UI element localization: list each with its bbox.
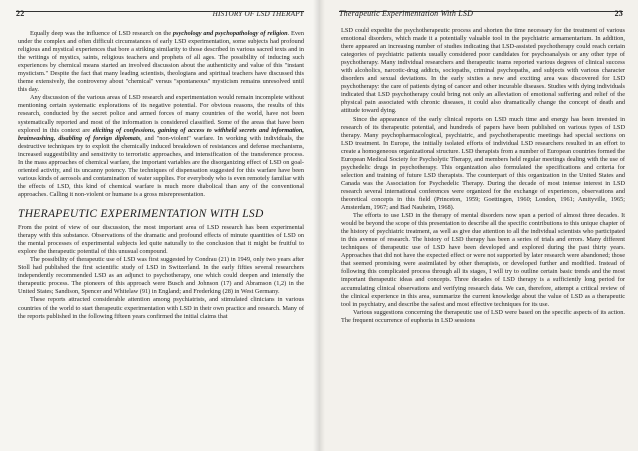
paragraph: Various suggestions concerning the therapeutic use of LSD were based on the specific aspects of its action. The frequent occurrence of euphoria in LSD sessions xyxy=(341,308,625,324)
paragraph-text: Equally deep was the influence of LSD research on the xyxy=(30,30,173,37)
section-heading: THERAPEUTIC EXPERIMENTATION WITH LSD xyxy=(18,207,264,220)
page-number: 23 xyxy=(614,9,623,18)
paragraph-text: . Even under the complex and often difficult circumstances of early LSD experimentation, some subjects had profound religious and mystical experiences that bore a striking similarity to those described in various sacred texts and in the writings of mystics, saints, religious teachers and prophets of all ages. The possibility of inducing such experiences by chemical means started an involved discussion about the authenticity and value of this "instant mysticism." Despite the fact that many leading scientists, theologians and spiritual teachers have discussed this theme extensively, the controversy about "chemical" versus "spontaneous" mysticism remains unresolved until this day. xyxy=(18,30,304,94)
page-number: 22 xyxy=(16,9,25,18)
paragraph xyxy=(18,30,304,94)
paragraph: LSD could expedite the psychotherapeutic process and shorten the time necessary for the treatment of various emotional disorders, which made it a potentially valuable tool in the psychiatric armamentarium. In addition, there appeared an increasing number of studies indicating that LSD-assisted psychotherapy could reach certain categories of psychiatric patients usually considered poor candidates for psychoanalysis or any other type of psychotherapy. Many individual researchers and therapeutic teams reported various degrees of clinical success with alcoholics, narcotic-drug addicts, sociopaths, criminal psychopaths, and subjects with various character disorders and sexual deviations. In the early sixties a new and exciting area was discovered for LSD psychotherapy: the care of patients dying of cancer and other incurable diseases. Studies with dying individuals indicated that LSD psychotherapy could bring not only an alleviation of emotional suffering and relief of the physical pain associated with chronic diseases, it could also dramatically change the concept of death and attitude toward dying. xyxy=(341,27,625,115)
running-head: HISTORY OF LSD THERAPY xyxy=(212,10,304,18)
paragraph-text: Any discussion of the various areas of LSD research and experimentation would remain incomplete without mentioning certain systematic explorations of its negative potential. For obvious reasons, the results of this research, conducted by the secret police and armed forces of many countries of the world, have not been systematically reported and most of the information is considered classified. Some of the areas that have been explored in this context are xyxy=(18,94,304,134)
emphasized-text: psychology and psychopathology of religion xyxy=(172,30,288,37)
paragraph-text: , and "non-violent" warfare. In working with individuals, the destructive techniques try to exploit the chemically induced breakdown of resistances and defense mechanisms, increased suggestibility and sensitivity to terroristic approaches, and intensification of the transference process. In the mass approaches of chemical warfare, the important variables are the disorganizing effect of LSD on goal-oriented activity, and its uncanny potency. The techniques of dispensation suggested for this warfare have been various kinds of aerosols and contamination of water supplies. For everybody who is even remotely familiar with the effects of LSD, this kind of chemical warfare is much more diabolical than any of the conventional approaches. Calling it non-violent or humane is a gross misrepresentation. xyxy=(18,134,304,198)
paragraph: These reports attracted considerable attention among psychiatrists, and stimulated clinicians in various countries of the world to start therapeutic experimentation with LSD in their own practice and research. Many of the reports published in the following fifteen years confirmed the initial claims that xyxy=(18,296,304,320)
right-page xyxy=(319,0,638,451)
paragraph: From the point of view of our discussion, the most important area of LSD research has been experimental therapy with this substance. Observations of the dramatic and profound effects of minute quantities of LSD on the mental processes of experimental subjects led quite naturally to the conclusion that it might be fruitful to explore the therapeutic potential of this unusual compound. xyxy=(18,224,304,256)
book-gutter xyxy=(313,0,325,451)
paragraph xyxy=(18,94,304,199)
left-page-header xyxy=(16,9,304,18)
emphasized-text: eliciting of confessions, gaining of access to withheld secrets and information, brainwashing, disabling of foreign diplomats xyxy=(18,126,304,142)
running-head: Therapeutic Experimentation With LSD xyxy=(339,9,474,18)
right-page-header xyxy=(339,9,623,18)
paragraph: Since the appearance of the early clinical reports on LSD much time and energy has been invested in research of its therapeutic potential, and hundreds of papers have been published on various types of LSD therapy. Many psychopharmacological, psychiatric, and psychotherapeutic meetings had special sections on LSD treatment. In Europe, the initially isolated efforts of individual LSD researchers resulted in an effort to create a homogeneous organizational structure. LSD therapists from a number of European countries formed the European Medical Society for Psycholytic Therapy, and members held regular meetings dealing with the use of psychedelic drugs in psychotherapy. This organization also formulated the specifications and criteria for selection and training of future LSD therapists. The counterpart of this organization in the United States and Canada was the Association for Psychedelic Therapy. During the decade of most intense interest in LSD research several international conferences were organized for the exchange of experiences, observations and theoretical concepts in this field (Princeton, 1959; Goettingen, 1960; London, 1961; Amityville, 1965; Amsterdam, 1967; and Bad Nauheim, 1968). xyxy=(341,115,625,212)
right-page-body xyxy=(341,27,625,325)
paragraph: The efforts to use LSD in the therapy of mental disorders now span a period of almost three decades. It would be beyond the scope of this presentation to describe all the specific contributions to this unique chapter of the history of psychiatric treatment, as well as give due attention to all the individual scientists who participated in this avenue of research. The history of LSD therapy has been a series of trials and errors. Many different techniques of therapeutic use of LSD have been developed and explored during the past thirty years. Approaches that did not have the expected effect or were not supported by later research were abandoned; those that seemed promising were assimilated by other therapists, or developed further and modified. Instead of following this complicated process through all its stages, I will try to outline certain basic trends and the most important therapeutic ideas and concepts. Three decades of LSD therapy is a sufficiently long period for accumulating clinical observations and verifying research data. We can, therefore, attempt a critical review of the clinical experience in this area, summarize the current knowledge about the value of LSD as a therapeutic tool in psychiatry, and describe the safest and most effective techniques for its use. xyxy=(341,212,625,308)
paragraph: The possibility of therapeutic use of LSD was first suggested by Condrau (21) in 1949, only two years after Stoll had published the first scientific study of LSD in Switzerland. In the early fifties several researchers independently recommended LSD as an adjunct to psychotherapy, one which could deepen and intensify the therapeutic process. The pioneers of this approach were Busch and Johnson (17) and Abramson (1,2) in the United States; Sandison, Spencer and Whitelaw (91) in England; and Frederking (28) in West Germany. xyxy=(18,256,304,296)
left-page-body xyxy=(18,30,304,321)
